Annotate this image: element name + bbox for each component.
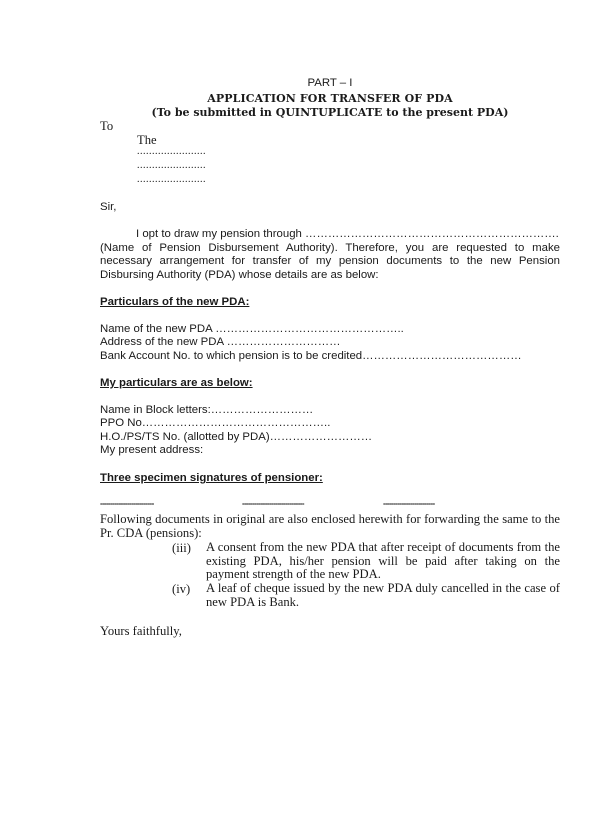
signature-line-2: ------------------------------ bbox=[242, 499, 304, 508]
addressee-line-2: ....................... bbox=[137, 160, 206, 171]
document-title: APPLICATION FOR TRANSFER OF PDA bbox=[207, 92, 453, 105]
new-pda-address-field: Address of the new PDA ………………………… bbox=[100, 336, 341, 348]
present-address-field: My present address: bbox=[100, 444, 204, 456]
addressee-line-3: ....................... bbox=[137, 174, 206, 185]
addressee-line-1: ....................... bbox=[137, 146, 206, 157]
closing: Yours faithfully, bbox=[100, 624, 182, 638]
name-block-letters-field: Name in Block letters:……………………… bbox=[100, 404, 314, 416]
enclosure-number-iv: (iv) bbox=[172, 582, 191, 596]
intro-first-line: I opt to draw my pension through …………………………………………………………. bbox=[136, 228, 559, 240]
intro-paragraph: (Name of Pension Disbursement Authority). Therefore, you are requested to make necessary arrangement for transfer of my pension documents to the new Pension Disbursing Authority (PDA) whose details are as below: bbox=[100, 242, 560, 281]
my-particulars-heading: My particulars are as below: bbox=[100, 377, 253, 389]
document-subtitle: (To be submitted in QUINTUPLICATE to the present PDA) bbox=[151, 106, 509, 119]
enclosures-intro: Following documents in original are also enclosed herewith for forwarding the same to the Pr. CDA (pensions): bbox=[100, 512, 560, 540]
signature-line-3: ------------------------- bbox=[383, 499, 435, 508]
enclosure-text-iii: A consent from the new PDA that after receipt of documents from the existing PDA, his/her pension will be paid after taking on the payment strength of the new PDA. bbox=[206, 540, 560, 582]
addressee-the: The bbox=[137, 133, 157, 147]
enclosure-number-iii: (iii) bbox=[172, 541, 191, 555]
bank-account-field: Bank Account No. to which pension is to be credited…………………………………… bbox=[100, 350, 522, 362]
signature-line-1: -------------------------- bbox=[100, 499, 154, 508]
new-pda-heading: Particulars of the new PDA: bbox=[100, 296, 250, 308]
salutation: Sir, bbox=[100, 201, 117, 213]
ho-ps-ts-number-field: H.O./PS/TS No. (allotted by PDA)……………………… bbox=[100, 431, 373, 443]
ppo-number-field: PPO No………………………………………….. bbox=[100, 417, 331, 429]
to-label: To bbox=[100, 119, 114, 133]
signatures-heading: Three specimen signatures of pensioner: bbox=[100, 472, 323, 484]
new-pda-name-field: Name of the new PDA ………………………………………….. bbox=[100, 323, 404, 335]
part-label: PART – I bbox=[307, 77, 353, 89]
enclosure-text-iv: A leaf of cheque issued by the new PDA duly cancelled in the case of new PDA is Bank. bbox=[206, 581, 560, 609]
